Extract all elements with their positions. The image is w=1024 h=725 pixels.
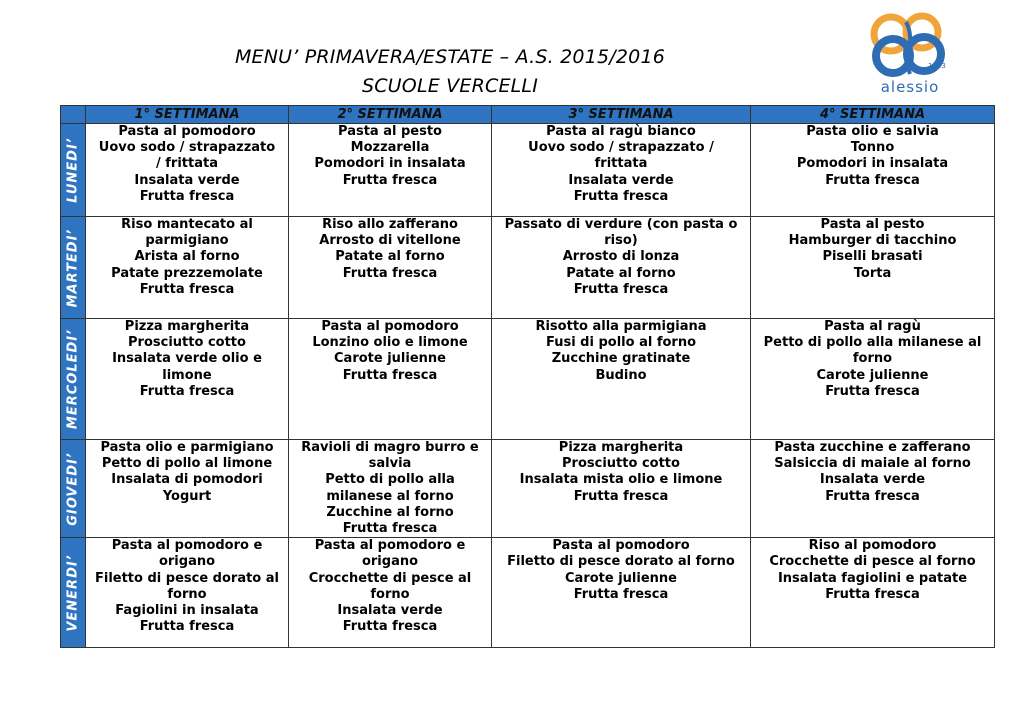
meal-item: Pasta olio e parmigiano xyxy=(100,440,274,455)
meal-cell xyxy=(492,217,751,319)
meal-item: Frutta fresca xyxy=(573,281,669,297)
company-logo xyxy=(864,10,956,96)
meal-item: Pomodori in insalata xyxy=(796,156,949,172)
day-row xyxy=(61,124,995,217)
meal-cell xyxy=(289,440,492,538)
day-label-cell xyxy=(61,538,86,648)
meal-cell xyxy=(751,124,995,217)
meal-item: Uovo sodo / strapazzato xyxy=(98,140,276,156)
meal-item: Frutta fresca xyxy=(825,488,920,504)
meal-cell xyxy=(289,538,492,648)
meal-cell xyxy=(289,124,492,217)
meal-item: riso) xyxy=(604,233,638,249)
meal-item: Insalata verde xyxy=(819,472,926,488)
meal-item: Frutta fresca xyxy=(825,172,920,188)
day-label: VENERDI’ xyxy=(65,554,81,632)
meal-item: Frutta fresca xyxy=(342,619,438,635)
day-label-cell xyxy=(61,124,86,217)
meal-item: Riso mantecato al xyxy=(121,217,253,232)
meal-item: Insalata verde xyxy=(337,603,443,619)
meal-item: Risotto alla parmigiana xyxy=(535,319,707,334)
meal-cell xyxy=(751,217,995,319)
day-label-cell xyxy=(61,440,86,538)
meal-item: Petto di pollo alla milanese al xyxy=(763,335,982,351)
day-label: MARTEDI’ xyxy=(65,228,81,307)
meal-item: Frutta fresca xyxy=(342,367,438,383)
meal-item: Pasta al pomodoro xyxy=(552,538,690,554)
meal-item: Pizza margherita xyxy=(558,440,684,455)
meal-item: Frutta fresca xyxy=(139,188,235,204)
meal-cell xyxy=(86,538,289,648)
meal-item: Ravioli di magro burro e xyxy=(301,440,479,455)
meal-item: Crocchette di pesce al forno xyxy=(769,554,976,570)
meal-cell xyxy=(86,124,289,217)
meal-item: Fusi di pollo al forno xyxy=(545,335,697,351)
meal-item: Carote julienne xyxy=(565,570,677,586)
meal-item: Frutta fresca xyxy=(139,281,235,297)
meal-item: Pasta al pomodoro xyxy=(321,319,459,334)
meal-cell xyxy=(289,217,492,319)
week-header-4: 4° SETTIMANA xyxy=(751,106,995,124)
meal-item: Pasta al ragù bianco xyxy=(546,124,696,139)
meal-item: Filetto di pesce dorato al forno xyxy=(507,554,735,570)
meal-item: parmigiano xyxy=(145,233,229,249)
meal-item: Piselli brasati xyxy=(822,249,923,265)
meal-item: Frutta fresca xyxy=(573,488,669,504)
meal-item: / frittata xyxy=(156,156,218,172)
meal-cell xyxy=(492,319,751,440)
meal-item: salvia xyxy=(368,456,412,472)
meal-cell xyxy=(751,538,995,648)
meal-item: Budino xyxy=(595,367,647,383)
meal-item: Prosciutto cotto xyxy=(562,456,680,472)
meal-item: Hamburger di tacchino xyxy=(788,233,957,249)
meal-item: Insalata di pomodori xyxy=(111,472,263,488)
meal-item: Petto di pollo alla xyxy=(325,472,455,488)
day-label: GIOVEDI’ xyxy=(65,451,81,526)
day-row xyxy=(61,440,995,538)
week-header-2: 2° SETTIMANA xyxy=(289,106,492,124)
meal-item: Pomodori in insalata xyxy=(314,156,466,172)
meal-item: Insalata fagiolini e patate xyxy=(777,570,968,586)
day-label-cell xyxy=(61,319,86,440)
meal-item: Pasta al pomodoro e xyxy=(111,538,263,554)
meal-item: Pasta al ragù xyxy=(824,319,921,334)
meal-item: milanese al forno xyxy=(326,488,454,504)
meal-item: Carote julienne xyxy=(334,351,446,367)
meal-item: Pasta zucchine e zafferano xyxy=(774,440,971,455)
day-label: MERCOLEDI’ xyxy=(65,328,81,430)
meal-item: Frutta fresca xyxy=(342,265,438,281)
meal-item: Riso al pomodoro xyxy=(808,538,937,554)
meal-item: Frutta fresca xyxy=(573,188,669,204)
meal-cell xyxy=(492,124,751,217)
day-label-cell xyxy=(61,217,86,319)
day-label: LUNEDI’ xyxy=(65,137,81,203)
meal-item: Petto di pollo al limone xyxy=(101,456,273,472)
header-corner xyxy=(61,106,86,124)
meal-item: Arrosto di lonza xyxy=(562,249,680,265)
page-subtitle: SCUOLE VERCELLI xyxy=(361,75,539,97)
meal-item: Frutta fresca xyxy=(139,619,235,635)
meal-item: Zucchine gratinate xyxy=(551,351,691,367)
meal-item: Frutta fresca xyxy=(139,383,235,399)
meal-item: Frutta fresca xyxy=(573,586,669,602)
meal-cell xyxy=(86,217,289,319)
meal-cell xyxy=(492,538,751,648)
day-row xyxy=(61,538,995,648)
meal-item: Patate al forno xyxy=(335,249,445,265)
meal-cell xyxy=(751,440,995,538)
meal-item: Frutta fresca xyxy=(342,521,438,537)
week-header-3: 3° SETTIMANA xyxy=(492,106,751,124)
meal-cell xyxy=(86,440,289,538)
meal-item: Insalata verde xyxy=(568,172,674,188)
logo-year: 1923 xyxy=(928,62,946,70)
meal-item: origano xyxy=(361,554,419,570)
meal-item: Insalata verde xyxy=(134,172,240,188)
meal-item: Patate prezzemolate xyxy=(111,265,263,281)
meal-item: Yogurt xyxy=(162,488,212,504)
meal-item: frittata xyxy=(594,156,648,172)
meal-item: Patate al forno xyxy=(566,265,676,281)
meal-item: Prosciutto cotto xyxy=(128,335,246,351)
meal-item: Arista al forno xyxy=(134,249,240,265)
meal-item: Insalata mista olio e limone xyxy=(519,472,723,488)
meal-item: Carote julienne xyxy=(816,367,929,383)
meal-item: Pasta olio e salvia xyxy=(806,124,939,139)
meal-cell xyxy=(492,440,751,538)
meal-cell xyxy=(289,319,492,440)
meal-item: Crocchette di pesce al xyxy=(308,570,472,586)
meal-item: Riso allo zafferano xyxy=(322,217,458,232)
meal-item: Zucchine al forno xyxy=(326,504,454,520)
butterfly-logo-icon xyxy=(864,10,956,80)
meal-cell xyxy=(86,319,289,440)
meal-item: Frutta fresca xyxy=(342,172,438,188)
meal-item: Passato di verdure (con pasta o xyxy=(504,217,738,232)
meal-item: Mozzarella xyxy=(350,140,430,156)
meal-cell xyxy=(751,319,995,440)
meal-item: origano xyxy=(158,554,216,570)
day-row xyxy=(61,217,995,319)
meal-item: Frutta fresca xyxy=(825,586,920,602)
meal-item: Arrosto di vitellone xyxy=(319,233,461,249)
week-header-row xyxy=(61,106,995,124)
meal-item: Frutta fresca xyxy=(825,383,920,399)
day-row xyxy=(61,319,995,440)
menu-table xyxy=(60,105,995,648)
meal-item: Pasta al pomodoro e xyxy=(314,538,466,554)
meal-item: Fagiolini in insalata xyxy=(115,603,259,619)
meal-item: Salsiccia di maiale al forno xyxy=(774,456,971,472)
meal-item: forno xyxy=(167,586,207,602)
meal-item: Torta xyxy=(853,265,892,281)
week-header-1: 1° SETTIMANA xyxy=(86,106,289,124)
meal-item: Tonno xyxy=(850,140,895,156)
meal-item: Filetto di pesce dorato al xyxy=(94,570,279,586)
meal-item: Lonzino olio e limone xyxy=(312,335,468,351)
meal-item: Pizza margherita xyxy=(124,319,250,334)
meal-item: limone xyxy=(162,367,212,383)
meal-item: Pasta al pomodoro xyxy=(118,124,256,139)
logo-text: alessio xyxy=(880,78,940,96)
meal-item: Insalata verde olio e xyxy=(112,351,262,367)
meal-item: forno xyxy=(852,351,893,367)
meal-item: Uovo sodo / strapazzato / xyxy=(528,140,714,156)
meal-item: Pasta al pesto xyxy=(338,124,442,139)
meal-item: Pasta al pesto xyxy=(820,217,925,232)
page-title: MENU’ PRIMAVERA/ESTATE – A.S. 2015/2016 xyxy=(234,46,666,68)
meal-item: forno xyxy=(370,586,410,602)
